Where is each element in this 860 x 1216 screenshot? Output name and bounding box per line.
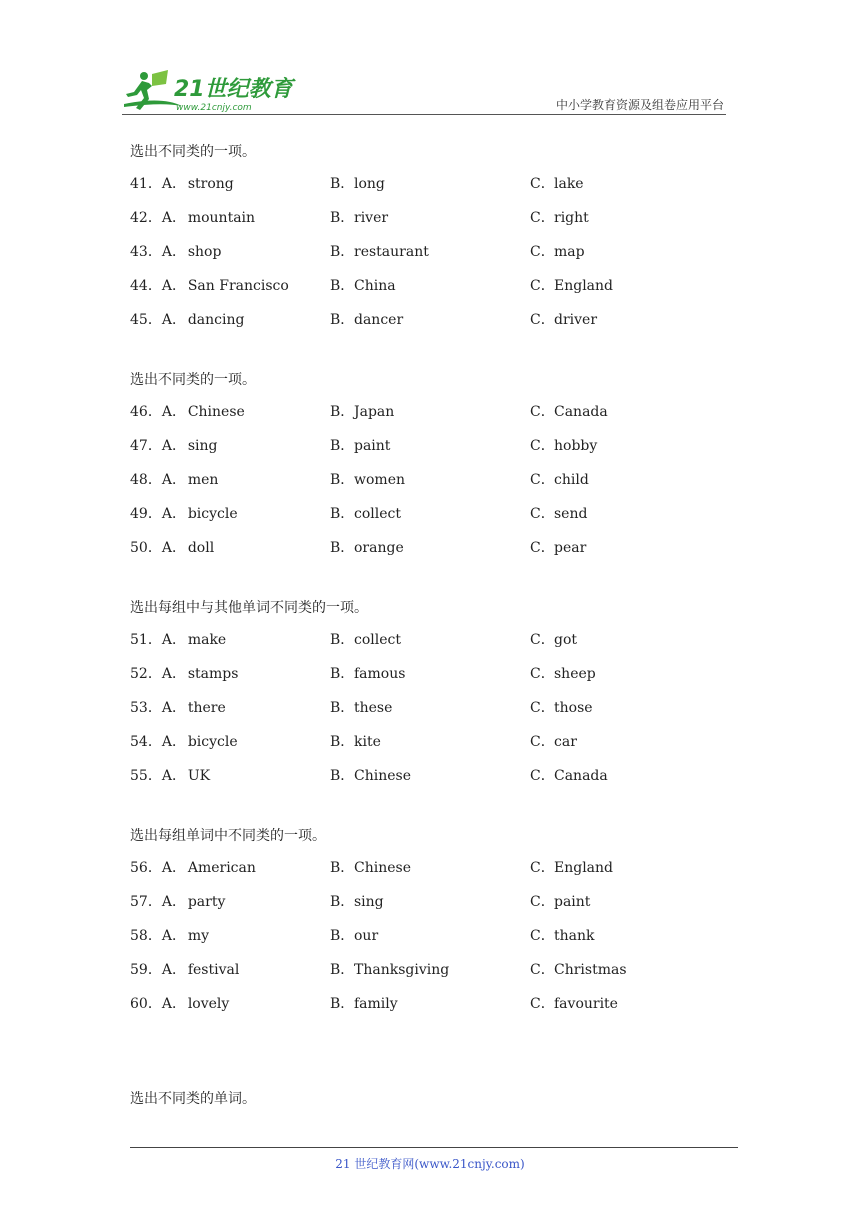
option-word: favourite <box>554 996 618 1012</box>
question-row <box>130 402 740 436</box>
option-c[interactable] <box>530 698 593 718</box>
question-number: 45． <box>130 312 162 328</box>
runner-logo-icon <box>122 66 302 114</box>
option-letter: C． <box>530 438 555 454</box>
option-word: bicycle <box>187 506 238 522</box>
option-a[interactable] <box>130 470 218 490</box>
option-word: our <box>354 928 379 944</box>
question-number: 43． <box>130 244 162 260</box>
header-divider <box>122 114 726 115</box>
question-number: 60． <box>130 996 162 1012</box>
option-word: sheep <box>554 666 596 682</box>
option-letter: B． <box>330 176 355 192</box>
option-word: mountain <box>187 210 256 226</box>
option-a[interactable] <box>130 242 221 262</box>
question-number: 57． <box>130 894 162 910</box>
option-letter: C． <box>530 894 555 910</box>
option-b[interactable] <box>330 470 405 490</box>
option-letter: A． <box>161 438 186 454</box>
option-word: England <box>554 278 614 294</box>
question-row <box>130 276 740 310</box>
question-section <box>130 826 740 1028</box>
option-word: car <box>554 734 577 750</box>
option-letter: A． <box>161 768 186 784</box>
option-a[interactable] <box>130 174 234 194</box>
option-b[interactable] <box>330 174 385 194</box>
question-number: 47． <box>130 438 162 454</box>
question-row <box>130 858 740 892</box>
option-word: party <box>187 894 226 910</box>
option-word: pear <box>554 540 587 556</box>
option-letter: C． <box>530 404 555 420</box>
option-letter: B． <box>330 472 355 488</box>
option-word: bicycle <box>187 734 238 750</box>
question-row <box>130 470 740 504</box>
option-word: Chinese <box>354 768 411 784</box>
option-word: hobby <box>554 438 598 454</box>
option-word: Canada <box>554 404 608 420</box>
option-letter: B． <box>330 734 355 750</box>
option-letter: B． <box>330 312 355 328</box>
option-c[interactable] <box>530 994 618 1014</box>
site-logo[interactable] <box>122 66 302 114</box>
question-row <box>130 994 740 1028</box>
option-c[interactable] <box>530 960 627 980</box>
question-section <box>130 142 740 344</box>
option-letter: A． <box>161 700 186 716</box>
option-letter: B． <box>330 632 355 648</box>
question-number: 55． <box>130 768 162 784</box>
option-c[interactable] <box>530 310 597 330</box>
option-word: map <box>554 244 585 260</box>
option-word: women <box>354 472 405 488</box>
option-letter: C． <box>530 666 555 682</box>
question-number: 48． <box>130 472 162 488</box>
option-word: long <box>354 176 385 192</box>
question-row <box>130 504 740 538</box>
option-word: paint <box>354 438 391 454</box>
question-row <box>130 698 740 732</box>
option-letter: A． <box>161 996 186 1012</box>
option-letter: C． <box>530 472 555 488</box>
option-a[interactable] <box>130 960 239 980</box>
header-tagline: 中小学教育资源及组卷应用平台 <box>555 98 724 112</box>
option-c[interactable] <box>530 538 586 558</box>
option-letter: C． <box>530 734 555 750</box>
question-number: 44． <box>130 278 162 294</box>
option-b[interactable] <box>330 698 392 718</box>
option-word: Thanksgiving <box>354 962 450 978</box>
option-letter: C． <box>530 506 555 522</box>
question-number: 49． <box>130 506 162 522</box>
option-c[interactable] <box>530 242 585 262</box>
option-a[interactable] <box>130 698 226 718</box>
option-word: collect <box>354 632 401 648</box>
question-number: 51． <box>130 632 162 648</box>
option-b[interactable] <box>330 276 396 296</box>
question-number: 41． <box>130 176 162 192</box>
option-a[interactable] <box>130 664 238 684</box>
option-c[interactable] <box>530 208 589 228</box>
option-b[interactable] <box>330 994 398 1014</box>
option-c[interactable] <box>530 766 608 786</box>
option-word: collect <box>354 506 401 522</box>
option-letter: B． <box>330 996 355 1012</box>
option-word: driver <box>554 312 598 328</box>
option-word: right <box>554 210 589 226</box>
option-letter: B． <box>330 244 355 260</box>
option-word: UK <box>187 768 211 784</box>
option-word: lake <box>554 176 584 192</box>
option-a[interactable] <box>130 402 245 422</box>
logo-url: www.21cnjy.com <box>176 103 252 113</box>
option-a[interactable] <box>130 766 210 786</box>
option-word: famous <box>354 666 406 682</box>
option-a[interactable] <box>130 436 217 456</box>
option-letter: A． <box>161 540 186 556</box>
option-letter: A． <box>161 894 186 910</box>
option-c[interactable] <box>530 630 577 650</box>
option-letter: C． <box>530 244 555 260</box>
question-row <box>130 174 740 208</box>
option-letter: A． <box>161 928 186 944</box>
option-c[interactable] <box>530 664 596 684</box>
option-letter: A． <box>161 962 186 978</box>
option-word: Chinese <box>354 860 411 876</box>
option-letter: A． <box>161 404 186 420</box>
option-a[interactable] <box>130 630 226 650</box>
option-letter: C． <box>530 632 555 648</box>
question-number: 42． <box>130 210 162 226</box>
option-c[interactable] <box>530 470 589 490</box>
question-number: 50． <box>130 540 162 556</box>
option-word: kite <box>354 734 381 750</box>
option-b[interactable] <box>330 504 401 524</box>
option-letter: A． <box>161 632 186 648</box>
option-word: those <box>554 700 593 716</box>
option-word: China <box>354 278 396 294</box>
option-b[interactable] <box>330 208 388 228</box>
option-letter: A． <box>161 278 186 294</box>
option-a[interactable] <box>130 276 289 296</box>
option-letter: B． <box>330 860 355 876</box>
option-c[interactable] <box>530 732 577 752</box>
option-b[interactable] <box>330 664 405 684</box>
option-word: thank <box>554 928 595 944</box>
question-row <box>130 436 740 470</box>
option-letter: C． <box>530 176 555 192</box>
option-b[interactable] <box>330 926 378 946</box>
option-letter: B． <box>330 438 355 454</box>
option-a[interactable] <box>130 858 256 878</box>
option-a[interactable] <box>130 310 244 330</box>
option-c[interactable] <box>530 402 608 422</box>
option-letter: C． <box>530 962 555 978</box>
worksheet-body <box>130 142 740 1054</box>
option-c[interactable] <box>530 892 590 912</box>
option-letter: C． <box>530 860 555 876</box>
option-c[interactable] <box>530 926 595 946</box>
option-letter: A． <box>161 860 186 876</box>
option-b[interactable] <box>330 538 404 558</box>
option-word: Canada <box>554 768 608 784</box>
option-a[interactable] <box>130 732 238 752</box>
option-letter: B． <box>330 540 355 556</box>
option-b[interactable] <box>330 242 429 262</box>
option-word: there <box>187 700 226 716</box>
option-letter: A． <box>161 666 186 682</box>
option-word: lovely <box>187 996 230 1012</box>
section-instruction: 选出不同类的一项。 <box>130 372 256 388</box>
option-b[interactable] <box>330 310 403 330</box>
option-word: sing <box>354 894 384 910</box>
option-word: men <box>187 472 219 488</box>
option-a[interactable] <box>130 504 238 524</box>
option-word: family <box>354 996 398 1012</box>
option-a[interactable] <box>130 994 229 1014</box>
option-c[interactable] <box>530 276 613 296</box>
option-word: my <box>187 928 210 944</box>
option-b[interactable] <box>330 960 449 980</box>
option-letter: C． <box>530 210 555 226</box>
question-number: 59． <box>130 962 162 978</box>
question-row <box>130 766 740 800</box>
question-number: 54． <box>130 734 162 750</box>
option-word: shop <box>187 244 222 260</box>
option-letter: B． <box>330 210 355 226</box>
option-letter: C． <box>530 540 555 556</box>
option-a[interactable] <box>130 926 209 946</box>
option-word: doll <box>187 540 215 556</box>
option-a[interactable] <box>130 208 255 228</box>
question-section <box>130 370 740 572</box>
option-b[interactable] <box>330 766 411 786</box>
question-row <box>130 892 740 926</box>
question-row <box>130 960 740 994</box>
option-word: these <box>354 700 393 716</box>
option-letter: A． <box>161 506 186 522</box>
option-word: strong <box>187 176 234 192</box>
option-word: festival <box>187 962 240 978</box>
option-word: dancing <box>187 312 245 328</box>
option-word: Christmas <box>554 962 627 978</box>
question-number: 58． <box>130 928 162 944</box>
option-word: stamps <box>187 666 239 682</box>
option-letter: B． <box>330 278 355 294</box>
option-word: sing <box>187 438 218 454</box>
option-letter: B． <box>330 894 355 910</box>
option-b[interactable] <box>330 858 411 878</box>
option-letter: B． <box>330 768 355 784</box>
question-number: 52． <box>130 666 162 682</box>
question-row <box>130 538 740 572</box>
option-word: Japan <box>354 404 395 420</box>
option-letter: A． <box>161 312 186 328</box>
option-letter: B． <box>330 928 355 944</box>
option-c[interactable] <box>530 504 587 524</box>
option-word: paint <box>554 894 591 910</box>
question-number: 53． <box>130 700 162 716</box>
footer-divider <box>130 1147 738 1148</box>
trailing-instruction: 选出不同类的单词。 <box>130 1091 256 1107</box>
option-letter: C． <box>530 928 555 944</box>
option-letter: B． <box>330 700 355 716</box>
option-letter: C． <box>530 996 555 1012</box>
option-c[interactable] <box>530 174 584 194</box>
question-row <box>130 664 740 698</box>
option-letter: B． <box>330 404 355 420</box>
option-letter: A． <box>161 176 186 192</box>
question-row <box>130 630 740 664</box>
question-row <box>130 242 740 276</box>
option-letter: A． <box>161 734 186 750</box>
option-b[interactable] <box>330 436 390 456</box>
option-b[interactable] <box>330 892 384 912</box>
option-word: restaurant <box>354 244 429 260</box>
option-word: Chinese <box>187 404 245 420</box>
footer-link[interactable]: 21 世纪教育网(www.21cnjy.com) <box>335 1157 525 1171</box>
option-a[interactable] <box>130 892 225 912</box>
option-a[interactable] <box>130 538 214 558</box>
section-instruction: 选出每组中与其他单词不同类的一项。 <box>130 600 368 616</box>
question-row <box>130 926 740 960</box>
option-letter: C． <box>530 278 555 294</box>
option-word: San Francisco <box>187 278 289 294</box>
option-word: make <box>187 632 227 648</box>
option-word: American <box>187 860 256 876</box>
option-word: river <box>354 210 389 226</box>
option-word: send <box>554 506 588 522</box>
option-letter: B． <box>330 962 355 978</box>
option-letter: A． <box>161 244 186 260</box>
option-word: child <box>554 472 589 488</box>
option-word: England <box>554 860 614 876</box>
option-letter: A． <box>161 210 186 226</box>
question-number: 46． <box>130 404 162 420</box>
section-instruction: 选出每组单词中不同类的一项。 <box>130 828 326 844</box>
option-letter: A． <box>161 472 186 488</box>
option-letter: C． <box>530 312 555 328</box>
question-number: 56． <box>130 860 162 876</box>
option-b[interactable] <box>330 402 394 422</box>
option-word: orange <box>354 540 404 556</box>
section-instruction: 选出不同类的一项。 <box>130 144 256 160</box>
question-section <box>130 598 740 800</box>
question-row <box>130 732 740 766</box>
option-word: got <box>554 632 578 648</box>
option-c[interactable] <box>530 436 597 456</box>
option-c[interactable] <box>530 858 613 878</box>
option-letter: B． <box>330 506 355 522</box>
question-row <box>130 310 740 344</box>
logo-text: 21世纪教育 <box>174 77 293 102</box>
question-row <box>130 208 740 242</box>
option-letter: B． <box>330 666 355 682</box>
option-letter: C． <box>530 700 555 716</box>
option-word: dancer <box>354 312 404 328</box>
option-b[interactable] <box>330 630 401 650</box>
option-b[interactable] <box>330 732 381 752</box>
page-header <box>122 66 726 116</box>
option-letter: C． <box>530 768 555 784</box>
